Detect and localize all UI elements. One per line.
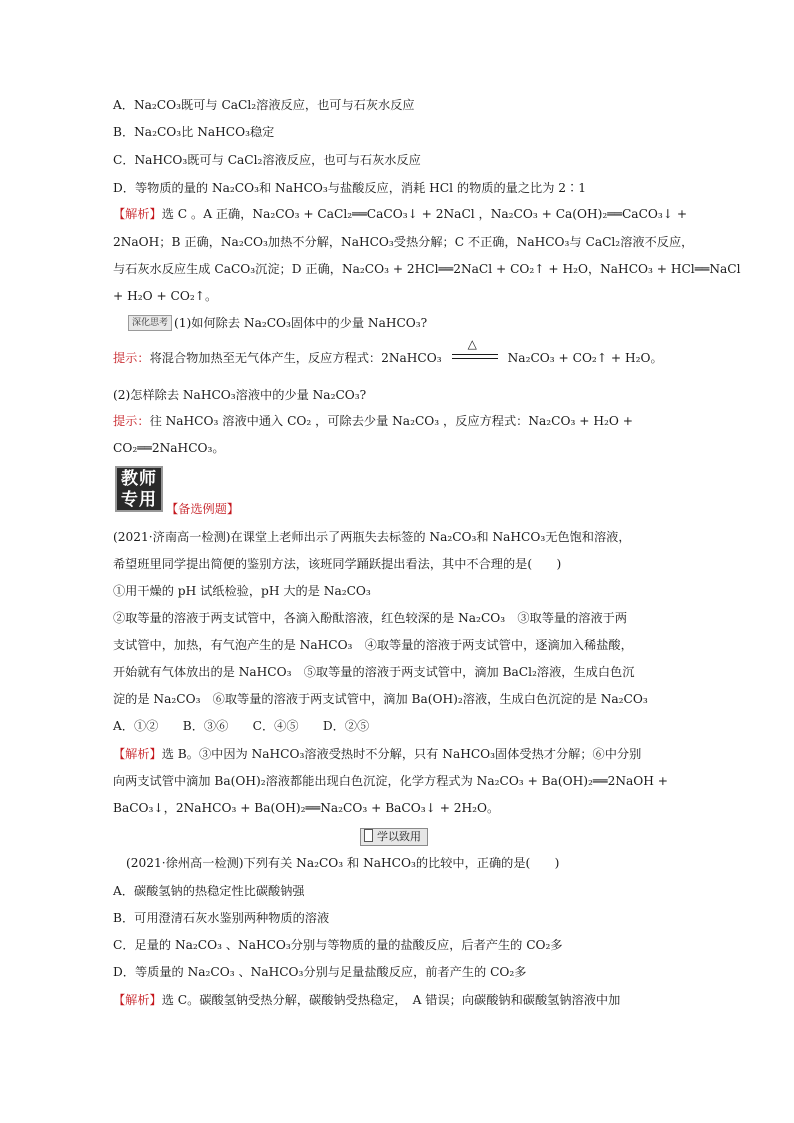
analysis-tag: 【解析】 xyxy=(113,747,162,761)
example-2-option-b: B．可用澄清石灰水鉴别两种物质的溶液 xyxy=(113,911,330,925)
heating-equals-sign xyxy=(452,337,498,364)
delta-icon: △ xyxy=(467,337,477,351)
hint-2-line-2: CO₂══2NaHCO₃。 xyxy=(113,441,225,455)
teacher-only-badge: 教师 专用 xyxy=(115,466,163,512)
example-1-line-3: ①用干燥的 pH 试纸检验，pH 大的是 Na₂CO₃ xyxy=(113,584,371,598)
option-a: A．Na₂CO₃既可与 CaCl₂溶液反应，也可与石灰水反应 xyxy=(113,98,415,112)
example-2-stem: (2021·徐州高一检测)下列有关 Na₂CO₃ 和 NaHCO₃的比较中，正确的是( ) xyxy=(126,856,560,870)
analysis-text: 选 C 。A 正确，Na₂CO₃ + CaCl₂══CaCO₃↓ + 2NaCl ，Na₂CO₃ + Ca(OH)₂══CaCO₃↓ + xyxy=(161,207,688,221)
analysis-1-line-4: + H₂O + CO₂↑。 xyxy=(113,289,218,303)
option-d: D．等物质的量的 Na₂CO₃和 NaHCO₃与盐酸反应，消耗 HCl 的物质的量之比为 2∶1 xyxy=(113,181,586,195)
backup-example-tag: 【备选例题】 xyxy=(166,502,240,516)
analysis-tag: 【解析】 xyxy=(113,993,162,1007)
book-icon xyxy=(364,829,373,842)
hint-1-pre: 将混合物加热至无气体产生，反应方程式：2NaHCO₃ xyxy=(149,351,442,365)
example-2-option-a: A．碳酸氢钠的热稳定性比碳酸钠强 xyxy=(113,884,305,898)
hint-2-line-1 xyxy=(113,411,683,431)
deep-think-q1 xyxy=(128,313,698,333)
example-2-option-d: D．等质量的 Na₂CO₃ 、NaHCO₃分别与足量盐酸反应，前者产生的 CO₂多 xyxy=(113,965,527,979)
hint-tag: 提示： xyxy=(113,414,150,428)
hint-1 xyxy=(113,337,683,368)
analysis-text: 选 B。③中因为 NaHCO₃溶液受热时不分解，只有 NaHCO₃固体受热才分解；⑥中分别 xyxy=(161,747,642,761)
example-1-line-5: 支试管中，加热，有气泡产生的是 NaHCO₃ ④取等量的溶液于两支试管中，逐滴加入稀盐酸， xyxy=(113,638,633,652)
analysis-1-line-3: 与石灰水反应生成 CaCO₃沉淀；D 正确，Na₂CO₃ + 2HCl══2NaCl + CO₂↑ + H₂O，NaHCO₃ + HCl══NaCl xyxy=(113,262,741,276)
example-1-line-1: (2021·济南高一检测)在课堂上老师出示了两瓶失去标签的 Na₂CO₃和 NaHCO₃无色饱和溶液， xyxy=(113,530,631,544)
option-b: B．Na₂CO₃比 NaHCO₃稳定 xyxy=(113,125,275,139)
example-2-option-c: C．足量的 Na₂CO₃ 、NaHCO₃分别与等物质的量的盐酸反应，后者产生的 CO₂多 xyxy=(113,938,563,952)
example-1-options: A．①② B．③⑥ C．④⑤ D．②⑤ xyxy=(113,719,370,733)
analysis-3-line-1 xyxy=(113,990,683,1010)
analysis-1-line-1 xyxy=(113,204,688,224)
study-apply-label: 学以致用 xyxy=(360,826,480,846)
hint-1-post: Na₂CO₃ + CO₂↑ + H₂O。 xyxy=(507,351,663,365)
hint-2-text: 往 NaHCO₃ 溶液中通入 CO₂ ，可除去少量 Na₂CO₃ ，反应方程式：Na₂CO₃ + H₂O + xyxy=(149,414,633,428)
example-1-line-2: 希望班里同学提出简便的鉴别方法，该班同学踊跃提出看法，其中不合理的是( ) xyxy=(113,557,562,571)
example-1-line-6: 开始就有气体放出的是 NaHCO₃ ⑤取等量的溶液于两支试管中，滴加 BaCl₂溶液，生成白色沉 xyxy=(113,665,635,679)
deep-think-q2: (2)怎样除去 NaHCO₃溶液中的少量 Na₂CO₃? xyxy=(113,388,367,402)
option-c: C．NaHCO₃既可与 CaCl₂溶液反应，也可与石灰水反应 xyxy=(113,153,421,167)
deep-q1-text: (1)如何除去 Na₂CO₃固体中的少量 NaHCO₃? xyxy=(174,316,428,330)
example-1-line-4: ②取等量的溶液于两支试管中，各滴入酚酞溶液，红色较深的是 Na₂CO₃ ③取等量的溶液于两 xyxy=(113,611,628,625)
analysis-2-line-3: BaCO₃↓，2NaHCO₃ + Ba(OH)₂══Na₂CO₃ + BaCO₃↓ + 2H₂O。 xyxy=(113,801,500,815)
analysis-2-line-2: 向两支试管中滴加 Ba(OH)₂溶液都能出现白色沉淀，化学方程式为 Na₂CO₃ + Ba(OH)₂══2NaOH + xyxy=(113,774,668,788)
analysis-text: 选 C。碳酸氢钠受热分解，碳酸钠受热稳定， A 错误；向碳酸钠和碳酸氢钠溶液中加 xyxy=(161,993,621,1007)
analysis-tag: 【解析】 xyxy=(113,207,162,221)
analysis-1-line-2: 2NaOH；B 正确，Na₂CO₃加热不分解，NaHCO₃受热分解；C 不正确，NaHCO₃与 CaCl₂溶液不反应， xyxy=(113,235,694,249)
example-1-line-7: 淀的是 Na₂CO₃ ⑥取等量的溶液于两支试管中，滴加 Ba(OH)₂溶液，生成白色沉淀的是 Na₂CO₃ xyxy=(113,692,648,706)
hint-tag: 提示： xyxy=(113,351,150,365)
analysis-2-line-1 xyxy=(113,744,683,764)
deep-think-badge: 深化思考 xyxy=(128,315,172,331)
